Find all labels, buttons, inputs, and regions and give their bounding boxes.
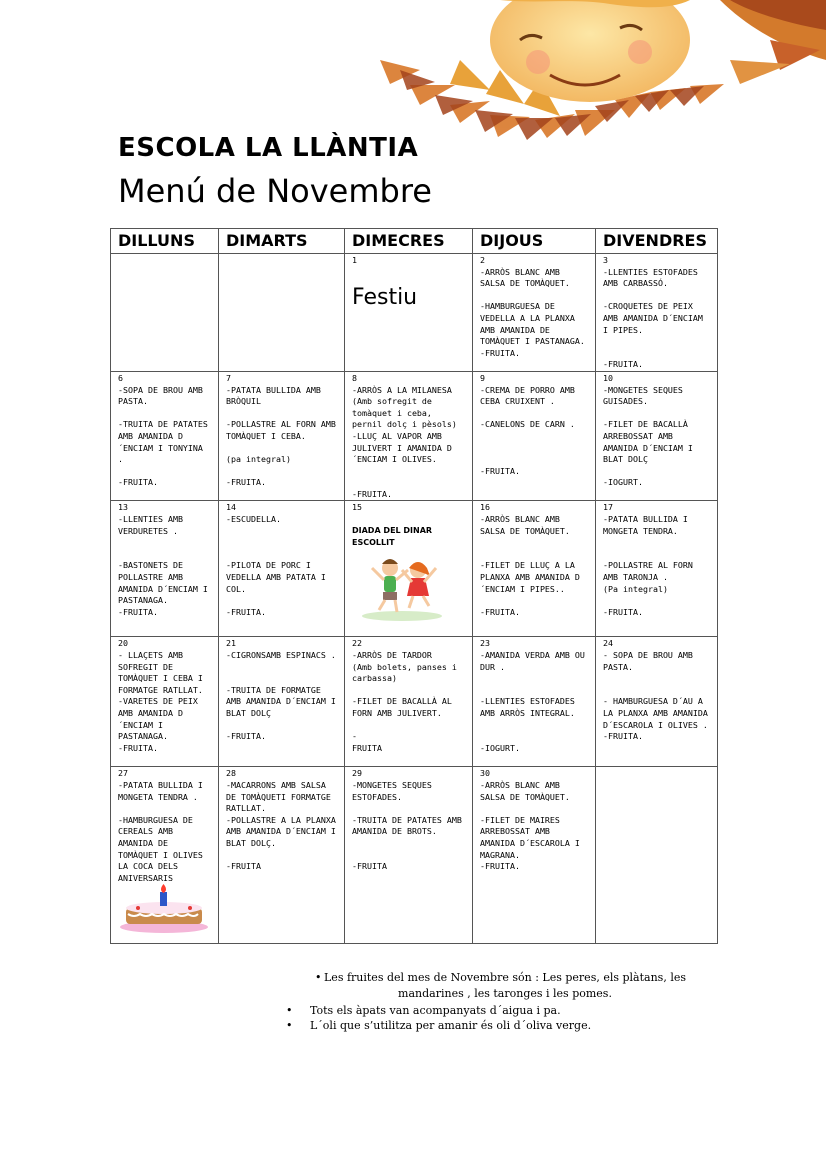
menu-line: -CROQUETES DE PEIX AMB AMANIDA D´ENCIAM I PIPES. bbox=[603, 301, 703, 335]
line-spacer bbox=[480, 731, 589, 743]
day-content bbox=[352, 373, 466, 501]
note-text: Les fruites del mes de Novembre són : Les peres, els plàtans, les mandarines , les taronges i les pomes. bbox=[324, 971, 686, 1000]
day-cell bbox=[596, 254, 718, 372]
day-cell bbox=[596, 371, 718, 501]
day-content bbox=[352, 502, 466, 622]
day-cell bbox=[219, 637, 345, 767]
line-spacer bbox=[480, 803, 589, 815]
menu-line: -PATATA BULLIDA AMB BRÒQUIL bbox=[226, 384, 321, 407]
menu-line: (Amb bolets, panses i carbassa) bbox=[352, 661, 457, 684]
day-content bbox=[480, 255, 589, 359]
day-number: 13 bbox=[118, 502, 128, 513]
menu-line: -POLLASTRE A LA PLANXA AMB AMANIDA D´ENCIAM I BLAT DOLÇ. bbox=[226, 814, 336, 849]
line-spacer bbox=[352, 466, 466, 478]
menu-line: LA COCA DELS ANIVERSARIS bbox=[118, 861, 178, 883]
menu-line: -AMANIDA VERDA AMB OU DUR . bbox=[480, 650, 585, 672]
line-spacer bbox=[480, 454, 589, 466]
week-row bbox=[111, 254, 718, 372]
line-spacer bbox=[226, 850, 338, 862]
day-number: 21 bbox=[226, 638, 236, 649]
line-spacer bbox=[226, 408, 338, 420]
jumping-kids-icon bbox=[352, 552, 452, 622]
menu-line: -FRUITA. bbox=[603, 731, 643, 742]
day-content bbox=[603, 373, 711, 489]
menu-line: -TRUITA DE PATATES AMB AMANIDA D´ENCIAM I TONYINA . bbox=[118, 419, 208, 465]
day-cell bbox=[473, 767, 596, 944]
week-row bbox=[111, 501, 718, 637]
menu-line: -CREMA DE PORRO AMB CEBA CRUIXENT . bbox=[480, 384, 575, 407]
day-content bbox=[226, 638, 338, 742]
weekday-header-row bbox=[111, 229, 718, 254]
day-number: 7 bbox=[226, 372, 231, 383]
menu-line: - HAMBURGUESA D´AU A LA PLANXA AMB AMANIDA D´ESCAROLA I OLIVES . bbox=[603, 696, 708, 730]
line-spacer bbox=[480, 673, 589, 685]
menu-line: -HAMBURGUESA DE CEREALS AMB AMANIDA DE TOMÀQUET I OLIVES bbox=[118, 814, 203, 860]
day-content bbox=[226, 373, 338, 489]
day-cell bbox=[111, 254, 219, 372]
line-spacer bbox=[226, 595, 338, 607]
note-olive-oil bbox=[286, 1018, 591, 1033]
note-text: Tots els àpats van acompanyats d´aigua i pa. bbox=[310, 1004, 561, 1017]
menu-table bbox=[110, 228, 718, 944]
week-row bbox=[111, 371, 718, 501]
day-cell bbox=[111, 767, 219, 944]
menu-line: -LLENTIES AMB VERDURETES . bbox=[118, 514, 183, 536]
menu-line: -ARRÒS DE TARDOR bbox=[352, 650, 432, 661]
weekday-header: DILLUNS bbox=[111, 229, 219, 254]
menu-line: -ESCUDELLA. bbox=[226, 514, 281, 525]
line-spacer bbox=[480, 537, 589, 549]
day-content bbox=[352, 768, 466, 872]
menu-line: -FRUITA. bbox=[226, 477, 266, 488]
menu-line: - bbox=[352, 731, 357, 742]
day-content bbox=[118, 373, 212, 489]
day-cell bbox=[473, 254, 596, 372]
day-number: 17 bbox=[603, 502, 613, 513]
menu-line: -FRUITA. bbox=[480, 861, 520, 872]
menu-line: -IOGURT. bbox=[603, 477, 643, 488]
menu-line: -FRUITA. bbox=[226, 731, 266, 742]
line-spacer bbox=[118, 803, 212, 815]
menu-line: -FRUITA. bbox=[118, 477, 158, 488]
day-content bbox=[480, 768, 589, 872]
menu-line: -FILET DE BACALLÀ ARREBOSSAT AMB AMANIDA D´ENCIAM I BLAT DOLÇ bbox=[603, 419, 693, 465]
menu-line: -IOGURT. bbox=[480, 742, 520, 753]
weekday-header: DIMARTS bbox=[219, 229, 345, 254]
day-number: 20 bbox=[118, 638, 128, 649]
line-spacer bbox=[226, 549, 338, 561]
line-spacer bbox=[480, 431, 589, 443]
line-spacer bbox=[603, 685, 711, 697]
menu-line: -POLLASTRE AL FORN AMB TARONJA . bbox=[603, 560, 693, 583]
menu-line: -PATATA BULLIDA I MONGETA TENDRA. bbox=[603, 514, 688, 536]
menu-line: -TRUITA DE PATATES AMB AMANIDA DE BROTS. bbox=[352, 814, 462, 837]
day-number: 2 bbox=[480, 255, 485, 265]
day-cell bbox=[345, 637, 473, 767]
day-number: 16 bbox=[480, 502, 490, 513]
line-spacer bbox=[226, 662, 338, 674]
menu-line: -CANELONS DE CARN . bbox=[480, 419, 575, 430]
line-spacer bbox=[352, 477, 466, 489]
line-spacer bbox=[480, 443, 589, 455]
day-number: 6 bbox=[118, 372, 123, 383]
line-spacer bbox=[352, 685, 466, 697]
menu-line: - LLAÇETS AMB SOFREGIT DE TOMÀQUET I CEBA I FORMATGE RATLLAT. bbox=[118, 650, 203, 695]
day-content bbox=[480, 373, 589, 477]
day-content bbox=[480, 502, 589, 618]
day-number: 9 bbox=[480, 372, 485, 383]
line-spacer bbox=[603, 595, 711, 607]
weekday-header: DIVENDRES bbox=[596, 229, 718, 254]
menu-line: -ARRÒS BLANC AMB SALSA DE TOMÀQUET. bbox=[480, 266, 570, 289]
menu-line: -FRUITA. bbox=[603, 359, 643, 370]
menu-line: -MONGETES SEQUES GUISADES. bbox=[603, 384, 683, 407]
menu-line: -MONGETES SEQUES ESTOFADES. bbox=[352, 780, 432, 802]
line-spacer bbox=[118, 549, 212, 561]
line-spacer bbox=[603, 336, 711, 348]
day-content bbox=[603, 638, 711, 742]
day-content bbox=[480, 638, 589, 754]
menu-line: -FRUITA. bbox=[480, 606, 520, 617]
day-cell bbox=[473, 637, 596, 767]
menu-line: -FRUITA bbox=[352, 861, 387, 872]
menu-line: -SOPA DE BROU AMB PASTA. bbox=[118, 384, 203, 407]
menu-line: -FILET DE MAIRES ARREBOSSAT AMB AMANIDA D´ESCAROLA I MAGRANA. bbox=[480, 814, 580, 860]
line-spacer bbox=[480, 685, 589, 697]
menu-line: -POLLASTRE AL FORN AMB TOMÀQUET I CEBA. bbox=[226, 419, 336, 441]
line-spacer bbox=[226, 526, 338, 538]
day-cell bbox=[219, 501, 345, 637]
day-cell bbox=[596, 501, 718, 637]
menu-line: -MACARRONS AMB SALSA DE TOMÀQUETI FORMATGE RATLLAT. bbox=[226, 780, 331, 814]
day-number: 23 bbox=[480, 638, 490, 649]
day-content bbox=[118, 768, 212, 934]
day-cell bbox=[345, 254, 473, 372]
line-spacer bbox=[603, 673, 711, 685]
weekday-header: DIJOUS bbox=[473, 229, 596, 254]
menu-line: -TRUITA DE FORMATGE AMB AMANIDA D´ENCIAM I BLAT DOLÇ bbox=[226, 684, 336, 719]
day-content bbox=[603, 502, 711, 618]
note-fruits bbox=[315, 970, 695, 1002]
menu-line: -FRUITA. bbox=[118, 742, 158, 753]
day-number: 30 bbox=[480, 768, 490, 779]
menu-line: -PATATA BULLIDA I MONGETA TENDRA . bbox=[118, 780, 203, 802]
menu-line: -PILOTA DE PORC I VEDELLA AMB PATATA I COL. bbox=[226, 560, 326, 594]
day-number: 27 bbox=[118, 768, 128, 779]
line-spacer bbox=[352, 838, 466, 850]
menu-line: -BASTONETS DE POLLASTRE AMB AMANIDA D´ENCIAM I PASTANAGA. bbox=[118, 560, 208, 606]
day-cell bbox=[596, 767, 718, 944]
line-spacer bbox=[603, 408, 711, 420]
menu-line: -FILET DE LLUÇ A LA PLANXA AMB AMANIDA D´ENCIAM I PIPES.. bbox=[480, 560, 580, 594]
menu-line: -FRUITA. bbox=[480, 465, 520, 476]
day-number: 8 bbox=[352, 372, 357, 383]
line-spacer bbox=[603, 537, 711, 549]
day-cell bbox=[345, 501, 473, 637]
day-cell bbox=[596, 637, 718, 767]
menu-line: -CIGRONSAMB ESPINACS . bbox=[226, 650, 336, 661]
week-row bbox=[111, 637, 718, 767]
day-number: 10 bbox=[603, 372, 613, 383]
day-number: 29 bbox=[352, 768, 362, 779]
day-cell bbox=[219, 371, 345, 501]
line-spacer bbox=[118, 466, 212, 478]
line-spacer bbox=[226, 720, 338, 732]
note-water-bread bbox=[286, 1003, 561, 1018]
day-number: 14 bbox=[226, 502, 236, 513]
menu-line: -HAMBURGUESA DE VEDELLA A LA PLANXA AMB AMANIDA DE TOMÀQUET I PASTANAGA. bbox=[480, 301, 585, 347]
menu-line: -ARRÒS A LA MILANESA bbox=[352, 384, 452, 395]
day-cell bbox=[111, 501, 219, 637]
page-title: Menú de Novembre bbox=[118, 172, 432, 210]
autumn-character-illustration bbox=[350, 0, 826, 165]
menu-line: -FRUITA. bbox=[226, 606, 266, 617]
line-spacer bbox=[603, 549, 711, 561]
special-day-label: DIADA DEL DINAR ESCOLLIT bbox=[352, 526, 433, 547]
day-content bbox=[352, 255, 466, 312]
menu-line: -FRUITA. bbox=[480, 347, 520, 358]
menu-line: FRUITA bbox=[352, 742, 382, 753]
week-row bbox=[111, 767, 718, 944]
bullet-icon: • bbox=[286, 1004, 293, 1017]
line-spacer bbox=[226, 673, 338, 685]
day-content bbox=[118, 502, 212, 618]
day-content bbox=[118, 638, 212, 754]
menu-line: -FRUITA. bbox=[118, 606, 158, 617]
bullet-icon: • bbox=[286, 1019, 293, 1032]
line-spacer bbox=[603, 348, 711, 360]
day-number: 3 bbox=[603, 255, 608, 265]
line-spacer bbox=[118, 408, 212, 420]
line-spacer bbox=[352, 803, 466, 815]
line-spacer bbox=[603, 466, 711, 478]
day-cell bbox=[219, 254, 345, 372]
day-content bbox=[603, 255, 711, 371]
line-spacer bbox=[352, 850, 466, 862]
day-cell bbox=[345, 371, 473, 501]
menu-line: -LLUÇ AL VAPOR AMB JULIVERT I AMANIDA D´ENCIAM I OLIVES. bbox=[352, 430, 452, 465]
menu-line: -VARETES DE PEIX AMB AMANIDA D´ENCIAM I PASTANAGA. bbox=[118, 696, 198, 742]
menu-line: (Amb sofregit de tomàquet i ceba, pernil dolç i pèsols) bbox=[352, 396, 457, 430]
menu-line: -ARRÒS BLANC AMB SALSA DE TOMÀQUET. bbox=[480, 514, 570, 536]
weekday-header: DIMECRES bbox=[345, 229, 473, 254]
menu-line: -FRUITA bbox=[226, 861, 261, 872]
line-spacer bbox=[480, 408, 589, 420]
note-text: L´oli que s’utilitza per amanir és oli d´oliva verge. bbox=[310, 1019, 592, 1032]
day-content bbox=[226, 502, 338, 618]
line-spacer bbox=[603, 290, 711, 302]
line-spacer bbox=[480, 720, 589, 732]
day-cell bbox=[111, 637, 219, 767]
bullet-icon: • bbox=[315, 971, 322, 984]
day-cell bbox=[111, 371, 219, 501]
line-spacer bbox=[118, 537, 212, 549]
day-cell bbox=[473, 371, 596, 501]
line-spacer bbox=[480, 549, 589, 561]
line-spacer bbox=[226, 443, 338, 455]
line-spacer bbox=[352, 720, 466, 732]
day-number: 1 bbox=[352, 255, 357, 265]
menu-line: (pa integral) bbox=[226, 454, 291, 465]
menu-line: -ARRÒS BLANC AMB SALSA DE TOMÀQUET. bbox=[480, 780, 570, 802]
day-number: 28 bbox=[226, 768, 236, 779]
day-number: 24 bbox=[603, 638, 613, 649]
day-cell bbox=[219, 767, 345, 944]
menu-line: (Pa integral) bbox=[603, 583, 668, 594]
menu-line: -FILET DE BACALLÀ AL FORN AMB JULIVERT. bbox=[352, 696, 452, 719]
day-content bbox=[352, 638, 466, 754]
day-cell bbox=[345, 767, 473, 944]
day-content bbox=[226, 768, 338, 872]
line-spacer bbox=[226, 537, 338, 549]
menu-line: -FRUITA. bbox=[352, 488, 392, 499]
day-cell bbox=[473, 501, 596, 637]
school-name: ESCOLA LA LLÀNTIA bbox=[118, 133, 419, 163]
menu-line: -LLENTIES ESTOFADES AMB ARRÒS INTEGRAL. bbox=[480, 696, 575, 719]
line-spacer bbox=[480, 290, 589, 302]
menu-line: - SOPA DE BROU AMB PASTA. bbox=[603, 650, 693, 672]
day-number: 22 bbox=[352, 638, 362, 649]
menu-line: -FRUITA. bbox=[603, 606, 643, 617]
line-spacer bbox=[226, 466, 338, 478]
holiday-label: Festiu bbox=[352, 284, 418, 310]
line-spacer bbox=[480, 595, 589, 607]
menu-line: -LLENTIES ESTOFADES AMB CARBASSÓ. bbox=[603, 266, 698, 289]
birthday-cake-icon bbox=[118, 884, 210, 934]
day-number: 15 bbox=[352, 502, 362, 513]
